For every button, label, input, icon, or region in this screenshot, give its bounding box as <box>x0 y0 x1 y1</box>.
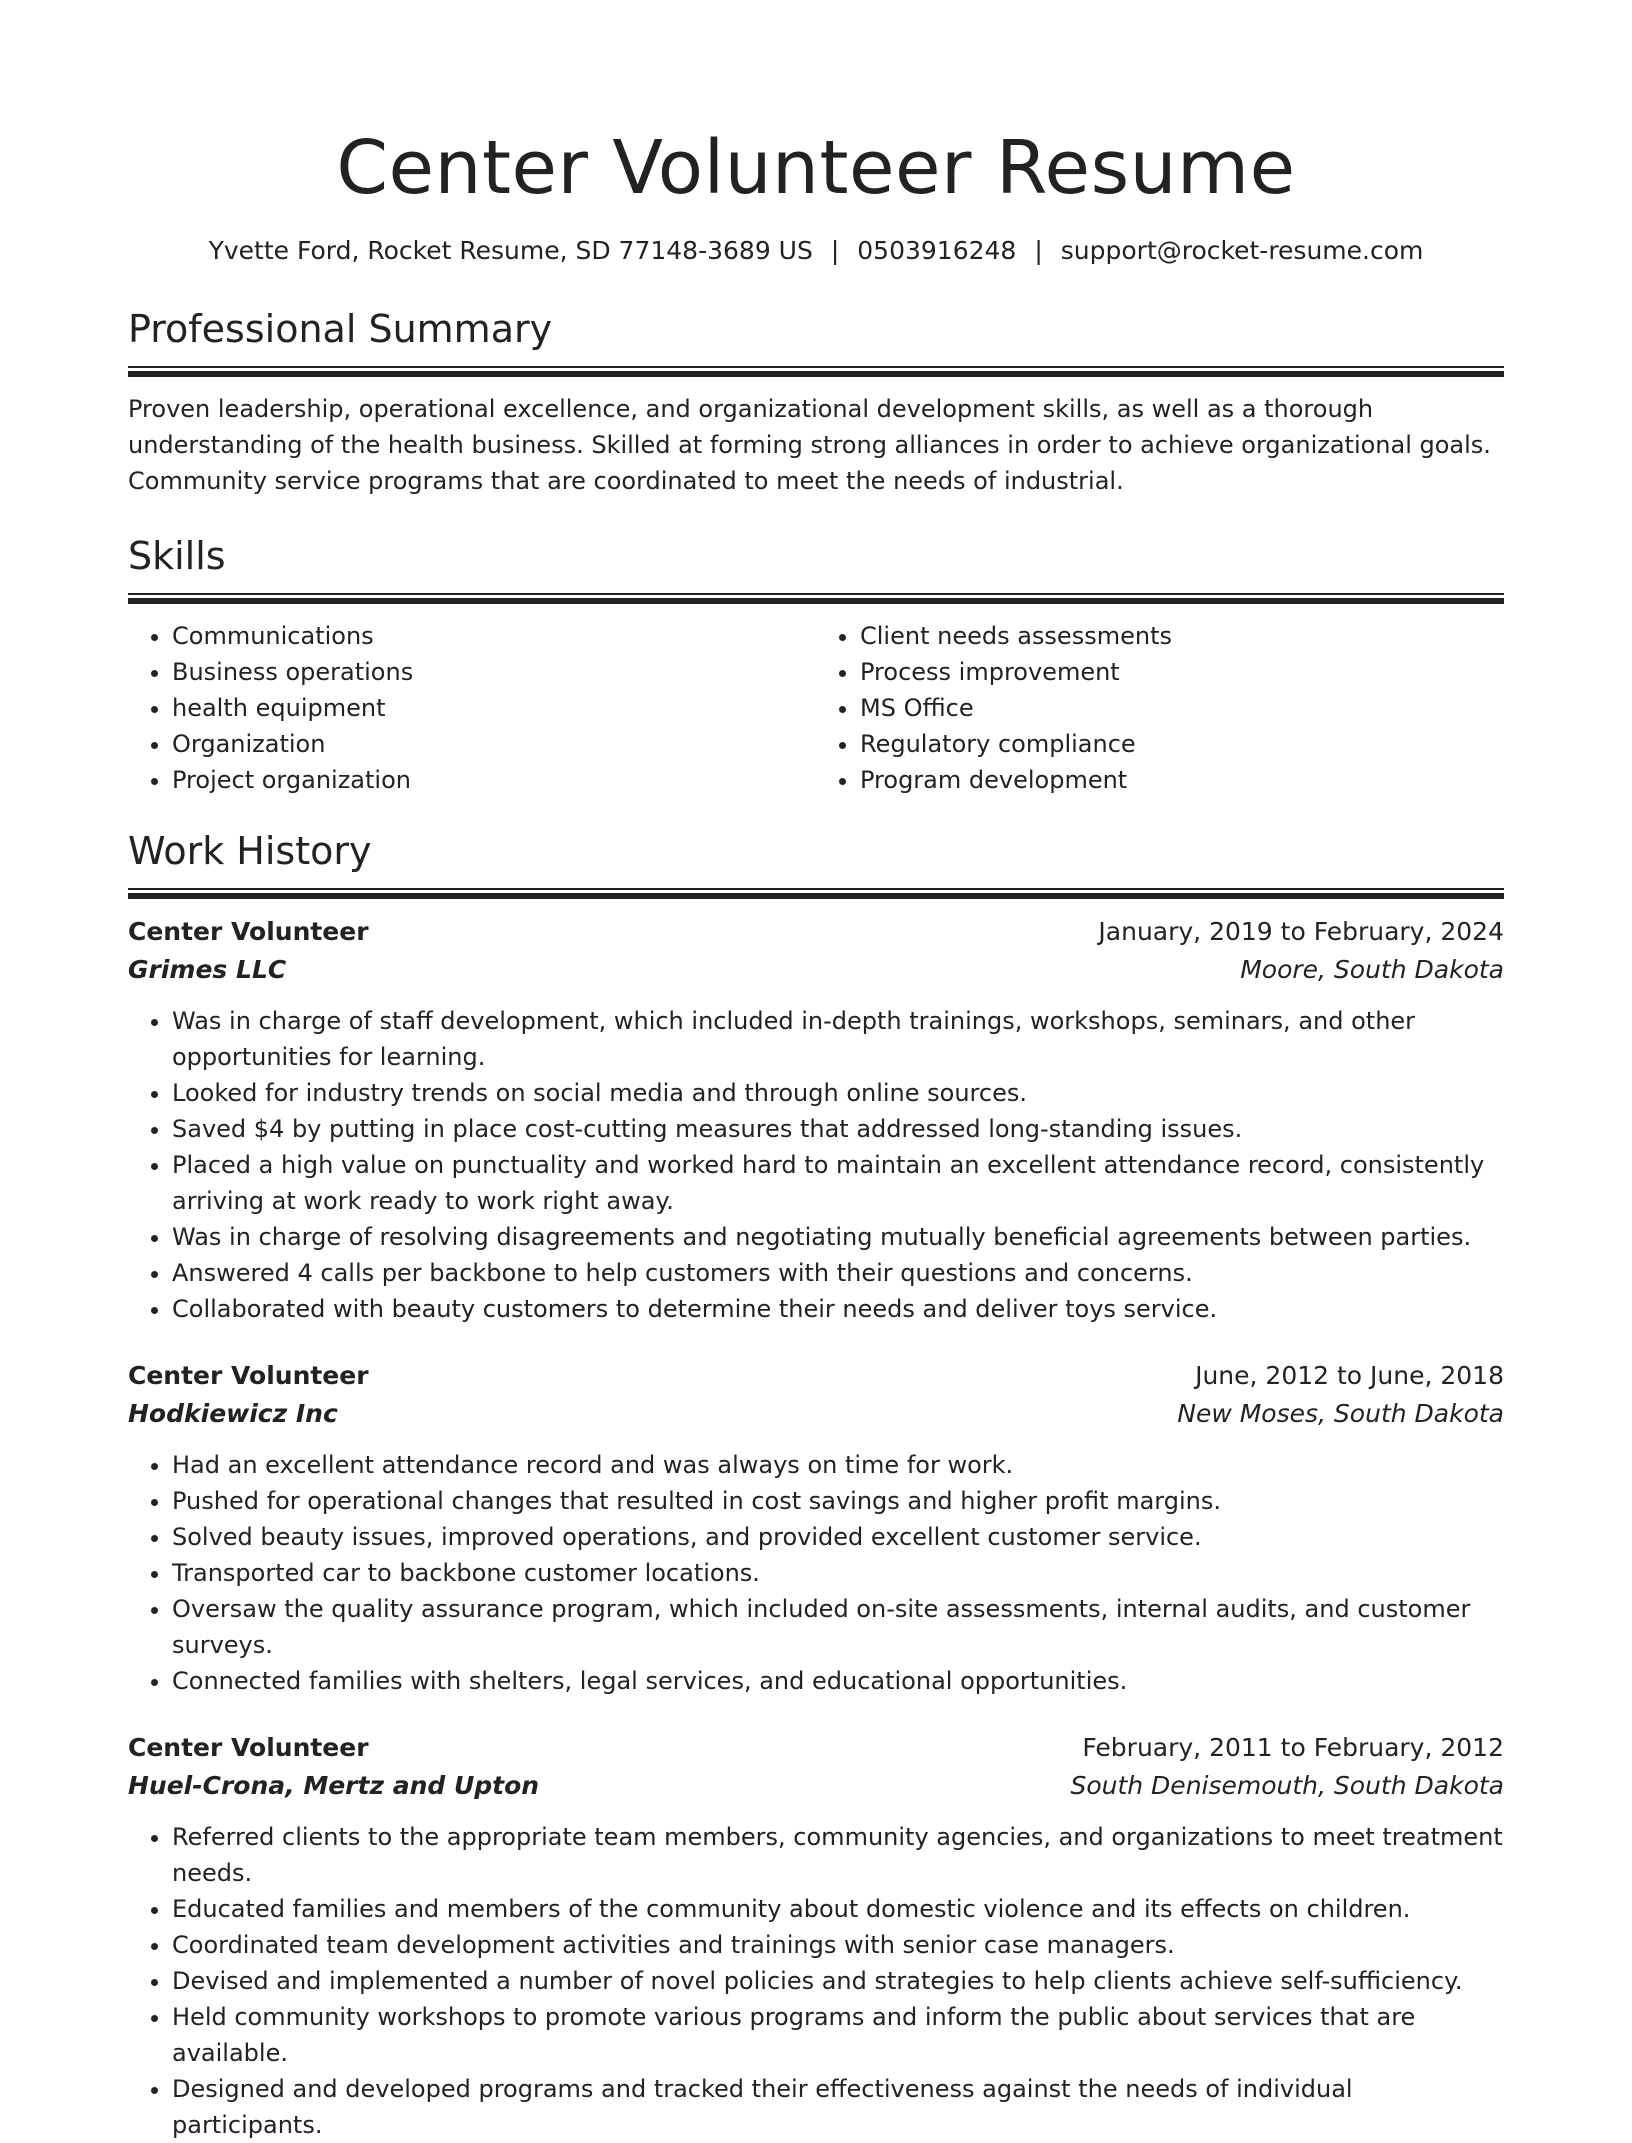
summary-section <box>128 304 1504 499</box>
skill-item: • Business operations <box>172 654 816 690</box>
skills-heading: Skills <box>128 534 226 578</box>
job-subheader-row <box>128 951 1504 989</box>
contact-email: support@rocket-resume.com <box>1060 236 1424 265</box>
job-bullet: • Had an excellent attendance record and was always on time for work. <box>172 1447 1504 1483</box>
job-dates: June, 2012 to June, 2018 <box>1195 1361 1504 1390</box>
job-bullet: • Saved $4 by putting in place cost-cutting measures that addressed long-standing issues. <box>172 1111 1504 1147</box>
job-dates: January, 2019 to February, 2024 <box>1098 917 1504 946</box>
job-dates: February, 2011 to February, 2012 <box>1082 1733 1504 1762</box>
summary-text: Proven leadership, operational excellence, and organizational development skills, as well as a thorough understanding of the health business. Skilled at forming strong alliances in order to achieve organizational goals. Community service programs that are coordinated to meet the needs of industrial. <box>128 395 1491 495</box>
job-location: South Denisemouth, South Dakota <box>1070 1771 1504 1800</box>
job-bullet: • Connected families with shelters, legal services, and educational opportunities. <box>172 1663 1504 1699</box>
job-subheader-row <box>128 1767 1504 1805</box>
job-bullet: • Was in charge of staff development, which included in-depth trainings, workshops, seminars, and other opportunities for learning. <box>172 1003 1504 1075</box>
job-bullet: • Designed and developed programs and tracked their effectiveness against the needs of individual participants. <box>172 2071 1504 2143</box>
job-location: Moore, South Dakota <box>1240 955 1504 984</box>
skills-list-left <box>128 618 816 798</box>
skill-item: • Process improvement <box>860 654 1504 690</box>
contact-phone: 0503916248 <box>857 236 1017 265</box>
job-bullet: • Looked for industry trends on social media and through online sources. <box>172 1075 1504 1111</box>
job-bullet: • Was in charge of resolving disagreements and negotiating mutually beneficial agreements between parties. <box>172 1219 1504 1255</box>
skill-item: • health equipment <box>172 690 816 726</box>
job-company: Huel-Crona, Mertz and Upton <box>128 1771 540 1800</box>
job-bullet: • Placed a high value on punctuality and worked hard to maintain an excellent attendance record, consistently arriving at work ready to work right away. <box>172 1147 1504 1219</box>
job-entry <box>128 1357 1504 1699</box>
job-bullet: • Educated families and members of the community about domestic violence and its effects on children. <box>172 1891 1504 1927</box>
job-bullet: • Held community workshops to promote various programs and inform the public about services that are available. <box>172 1999 1504 2071</box>
job-title: Center Volunteer <box>128 917 369 946</box>
work-history-section <box>128 826 1504 2143</box>
section-divider <box>128 888 1504 899</box>
section-divider <box>128 366 1504 377</box>
skill-item: • Client needs assessments <box>860 618 1504 654</box>
skills-section <box>128 531 1504 798</box>
job-company: Grimes LLC <box>128 955 287 984</box>
contact-separator: | <box>830 236 840 265</box>
job-header-row <box>128 913 1504 951</box>
job-header-row <box>128 1729 1504 1767</box>
skills-list-right <box>816 618 1504 798</box>
resume-page <box>128 0 1504 2143</box>
section-divider <box>128 593 1504 604</box>
skill-item: • Regulatory compliance <box>860 726 1504 762</box>
job-header-row <box>128 1357 1504 1395</box>
job-bullets <box>128 1819 1504 2143</box>
job-title: Center Volunteer <box>128 1733 369 1762</box>
job-bullet: • Answered 4 calls per backbone to help customers with their questions and concerns. <box>172 1255 1504 1291</box>
skill-item: • Program development <box>860 762 1504 798</box>
job-title: Center Volunteer <box>128 1361 369 1390</box>
job-bullets <box>128 1447 1504 1699</box>
job-bullet: • Pushed for operational changes that resulted in cost savings and higher profit margins. <box>172 1483 1504 1519</box>
job-bullet: • Transported car to backbone customer locations. <box>172 1555 1504 1591</box>
job-bullet: • Coordinated team development activities and trainings with senior case managers. <box>172 1927 1504 1963</box>
job-subheader-row <box>128 1395 1504 1433</box>
skill-item: • Project organization <box>172 762 816 798</box>
job-location: New Moses, South Dakota <box>1177 1399 1504 1428</box>
resume-title: Center Volunteer Resume <box>336 125 1296 211</box>
job-entry <box>128 913 1504 1327</box>
skill-item: • Communications <box>172 618 816 654</box>
skill-item: • MS Office <box>860 690 1504 726</box>
skills-grid <box>128 618 1504 798</box>
contact-line <box>128 234 1504 268</box>
contact-address: Yvette Ford, Rocket Resume, SD 77148-3689 US <box>208 236 813 265</box>
job-bullet: • Collaborated with beauty customers to determine their needs and deliver toys service. <box>172 1291 1504 1327</box>
contact-separator: | <box>1034 236 1043 265</box>
summary-heading: Professional Summary <box>128 307 553 351</box>
work-history-heading: Work History <box>128 829 372 873</box>
job-bullet: • Devised and implemented a number of novel policies and strategies to help clients achieve self-sufficiency. <box>172 1963 1504 1999</box>
job-company: Hodkiewicz Inc <box>128 1399 338 1428</box>
job-entry <box>128 1729 1504 2143</box>
job-bullet: • Solved beauty issues, improved operations, and provided excellent customer service. <box>172 1519 1504 1555</box>
skill-item: • Organization <box>172 726 816 762</box>
job-bullets <box>128 1003 1504 1327</box>
job-bullet: • Oversaw the quality assurance program, which included on-site assessments, internal audits, and customer surveys. <box>172 1591 1504 1663</box>
job-bullet: • Referred clients to the appropriate team members, community agencies, and organizations to meet treatment needs. <box>172 1819 1504 1891</box>
